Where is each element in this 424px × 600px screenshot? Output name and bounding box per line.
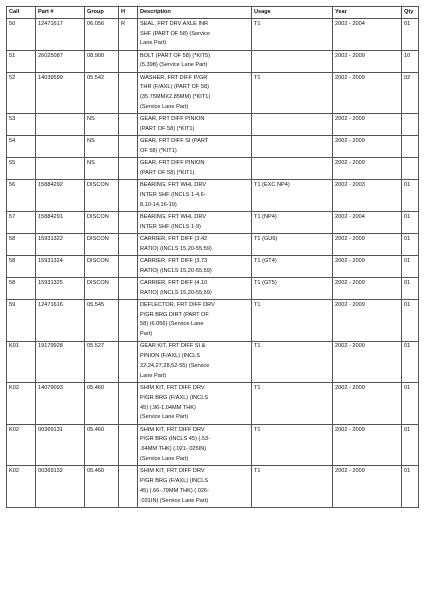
cell-usage: T1 (NP4)	[252, 212, 333, 234]
cell-h	[119, 114, 138, 136]
table-body	[7, 19, 419, 508]
table-row	[7, 212, 419, 234]
table-row	[7, 341, 419, 383]
cell-call: 56	[7, 180, 36, 212]
cell-usage	[252, 158, 333, 180]
cell-group: 08.900	[85, 50, 119, 72]
cell-usage: T1	[252, 424, 333, 466]
cell-h	[119, 278, 138, 300]
cell-h	[119, 50, 138, 72]
cell-description: CARRIER, FRT DIFF (3.73 RATIO) (INCLS 15,20-55,59)	[138, 256, 252, 278]
cell-qty: 01	[402, 180, 419, 212]
cell-year: 2002 - 2004	[333, 19, 402, 51]
cell-qty: 01	[402, 278, 419, 300]
cell-call: 54	[7, 136, 36, 158]
cell-year: 2002 - 2009	[333, 466, 402, 508]
cell-part-number	[36, 114, 85, 136]
cell-call: 58	[7, 234, 36, 256]
cell-h: R	[119, 19, 138, 51]
cell-h	[119, 383, 138, 425]
cell-qty: 01	[402, 212, 419, 234]
cell-call: K02	[7, 424, 36, 466]
cell-usage: T1 (EXC NP4)	[252, 180, 333, 212]
cell-description: CARRIER, FRT DIFF (4.10 RATIO) (INCLS 15,20-55,59)	[138, 278, 252, 300]
cell-usage: T1 (GT5)	[252, 278, 333, 300]
cell-group: 05.527	[85, 341, 119, 383]
table-row	[7, 300, 419, 342]
cell-description: GEAR KIT, FRT DIFF SI & PINION (F/AXL) (INCLS 22,24,27,28,52-55) (Service Lane Part)	[138, 341, 252, 383]
cell-year: 2002 - 2004	[333, 212, 402, 234]
cell-description: GEAR, FRT DIFF PINION (PART OF 58) (*KIT1)	[138, 114, 252, 136]
cell-part-number	[36, 158, 85, 180]
cell-year: 2002 - 2009	[333, 256, 402, 278]
cell-call: 50	[7, 19, 36, 51]
cell-description: SHIM KIT, FRT DIFF DRV P/GR BRG (INCLS 45) (.53- .64MM THK) (.021-.025IN) (Service Lane Part)	[138, 424, 252, 466]
cell-part-number: 12471617	[36, 19, 85, 51]
cell-qty	[402, 158, 419, 180]
table-row	[7, 424, 419, 466]
cell-qty	[402, 136, 419, 158]
cell-h	[119, 212, 138, 234]
cell-part-number: 19179928	[36, 341, 85, 383]
cell-h	[119, 234, 138, 256]
cell-group: DISCON	[85, 278, 119, 300]
cell-part-number: 15931325	[36, 278, 85, 300]
cell-part-number: 26025087	[36, 50, 85, 72]
cell-year: 2002 - 2009	[333, 158, 402, 180]
cell-year: 2002 - 2009	[333, 341, 402, 383]
parts-table	[6, 6, 419, 508]
cell-description: SHIM KIT, FRT DIFF DRV P/GR BRG (F/AXL) (INCLS 45) (.96-1.04MM THK) (Service Lane Part)	[138, 383, 252, 425]
table-row	[7, 234, 419, 256]
cell-qty: 02	[402, 72, 419, 114]
cell-call: K02	[7, 466, 36, 508]
cell-usage	[252, 114, 333, 136]
cell-usage: T1	[252, 300, 333, 342]
cell-group: 06.056	[85, 19, 119, 51]
cell-year: 2002 - 2009	[333, 383, 402, 425]
header-usage: Usage	[252, 7, 333, 19]
cell-usage: T1	[252, 341, 333, 383]
table-row	[7, 19, 419, 51]
cell-h	[119, 180, 138, 212]
cell-usage: T1	[252, 466, 333, 508]
header-description: Description	[138, 7, 252, 19]
cell-qty: 01	[402, 383, 419, 425]
cell-h	[119, 72, 138, 114]
cell-description: GEAR, FRT DIFF PINION (PART OF 58) (*KIT1)	[138, 158, 252, 180]
cell-part-number: 15884292	[36, 180, 85, 212]
header-part-number: Part #	[36, 7, 85, 19]
cell-h	[119, 256, 138, 278]
cell-description: WASHER, FRT DIFF P/GR THR (F/AXL) (PART OF 58) (35.75MMX2.85MM) (*KIT1) (Service Lane Part)	[138, 72, 252, 114]
cell-call: 51	[7, 50, 36, 72]
table-row	[7, 114, 419, 136]
table-row	[7, 466, 419, 508]
cell-year: 2002 - 2009	[333, 278, 402, 300]
cell-usage: T1 (GU6)	[252, 234, 333, 256]
cell-usage	[252, 136, 333, 158]
cell-qty: 01	[402, 234, 419, 256]
cell-call: 59	[7, 300, 36, 342]
cell-group: NS	[85, 158, 119, 180]
cell-group: NS	[85, 136, 119, 158]
table-row	[7, 158, 419, 180]
cell-group: NS	[85, 114, 119, 136]
cell-call: 58	[7, 256, 36, 278]
table-row	[7, 256, 419, 278]
cell-h	[119, 300, 138, 342]
header-year: Year	[333, 7, 402, 19]
cell-part-number: 15884291	[36, 212, 85, 234]
cell-year: 2002 - 2009	[333, 136, 402, 158]
cell-part-number: 15931322	[36, 234, 85, 256]
cell-h	[119, 424, 138, 466]
cell-qty: 01	[402, 256, 419, 278]
cell-group: 05.460	[85, 466, 119, 508]
table-header-row	[7, 7, 419, 19]
header-qty: Qty	[402, 7, 419, 19]
table-row	[7, 278, 419, 300]
cell-description: DEFLECTOR, FRT DIFF DRV P/GR BRG DIRT (PART OF 58) (6.056) (Service Lane Part)	[138, 300, 252, 342]
cell-h	[119, 158, 138, 180]
cell-part-number: 12471616	[36, 300, 85, 342]
cell-group: 05.542	[85, 72, 119, 114]
cell-qty	[402, 114, 419, 136]
cell-description: GEAR, FRT DIFF SI (PART OF 58) (*KIT1)	[138, 136, 252, 158]
cell-group: DISCON	[85, 234, 119, 256]
cell-group: DISCON	[85, 256, 119, 278]
cell-year: 2002 - 2003	[333, 180, 402, 212]
cell-year: 2002 - 2009	[333, 424, 402, 466]
cell-qty: 01	[402, 424, 419, 466]
cell-call: 58	[7, 278, 36, 300]
cell-description: BEARING, FRT WHL DRV INTER SHF (INCLS 1-4,6- 8,10-14,16-19)	[138, 180, 252, 212]
cell-usage: T1	[252, 19, 333, 51]
cell-group: 05.460	[85, 424, 119, 466]
cell-part-number: 15931324	[36, 256, 85, 278]
cell-description: BOLT (PART OF 58) (*KIT5) (5.398) (Service Lane Part)	[138, 50, 252, 72]
cell-usage: T1 (GT4)	[252, 256, 333, 278]
table-row	[7, 180, 419, 212]
cell-description: CARRIER, FRT DIFF (3.42 RATIO) (INCLS 15,20-55,59)	[138, 234, 252, 256]
cell-call: K02	[7, 383, 36, 425]
cell-group: DISCON	[85, 180, 119, 212]
cell-part-number: 14079093	[36, 383, 85, 425]
cell-call: 53	[7, 114, 36, 136]
cell-qty: 01	[402, 466, 419, 508]
cell-call: K01	[7, 341, 36, 383]
cell-group: 05.545	[85, 300, 119, 342]
cell-call: 52	[7, 72, 36, 114]
cell-description: SHIM KIT, FRT DIFF DRV P/GR BRG (F/AXL) (INCLS 45) (.66-.79MM THK) (.026- .031IN) (Service Lane Part)	[138, 466, 252, 508]
cell-qty: 01	[402, 300, 419, 342]
cell-h	[119, 341, 138, 383]
cell-usage: T1	[252, 72, 333, 114]
cell-part-number	[36, 136, 85, 158]
cell-part-number: 00369132	[36, 466, 85, 508]
cell-year: 2002 - 2009	[333, 234, 402, 256]
cell-qty: 01	[402, 341, 419, 383]
cell-description: SEAL, FRT DRV AXLE INR SHF (PART OF 58) (Service Lane Part)	[138, 19, 252, 51]
table-row	[7, 50, 419, 72]
cell-year: 2002 - 2009	[333, 114, 402, 136]
table-row	[7, 383, 419, 425]
cell-call: 55	[7, 158, 36, 180]
cell-usage	[252, 50, 333, 72]
table-row	[7, 136, 419, 158]
cell-year: 2002 - 2009	[333, 50, 402, 72]
header-group: Group	[85, 7, 119, 19]
cell-qty: 01	[402, 19, 419, 51]
cell-call: 57	[7, 212, 36, 234]
cell-h	[119, 136, 138, 158]
table-row	[7, 72, 419, 114]
header-h: H	[119, 7, 138, 19]
cell-group: DISCON	[85, 212, 119, 234]
cell-h	[119, 466, 138, 508]
cell-group: 05.460	[85, 383, 119, 425]
cell-qty: 10	[402, 50, 419, 72]
cell-usage: T1	[252, 383, 333, 425]
cell-description: BEARING, FRT WHL DRV INTER SHF (INCLS 1-9)	[138, 212, 252, 234]
header-call: Call	[7, 7, 36, 19]
cell-part-number: 14039599	[36, 72, 85, 114]
cell-year: 2002 - 2009	[333, 300, 402, 342]
cell-year: 2002 - 2009	[333, 72, 402, 114]
cell-part-number: 00369131	[36, 424, 85, 466]
